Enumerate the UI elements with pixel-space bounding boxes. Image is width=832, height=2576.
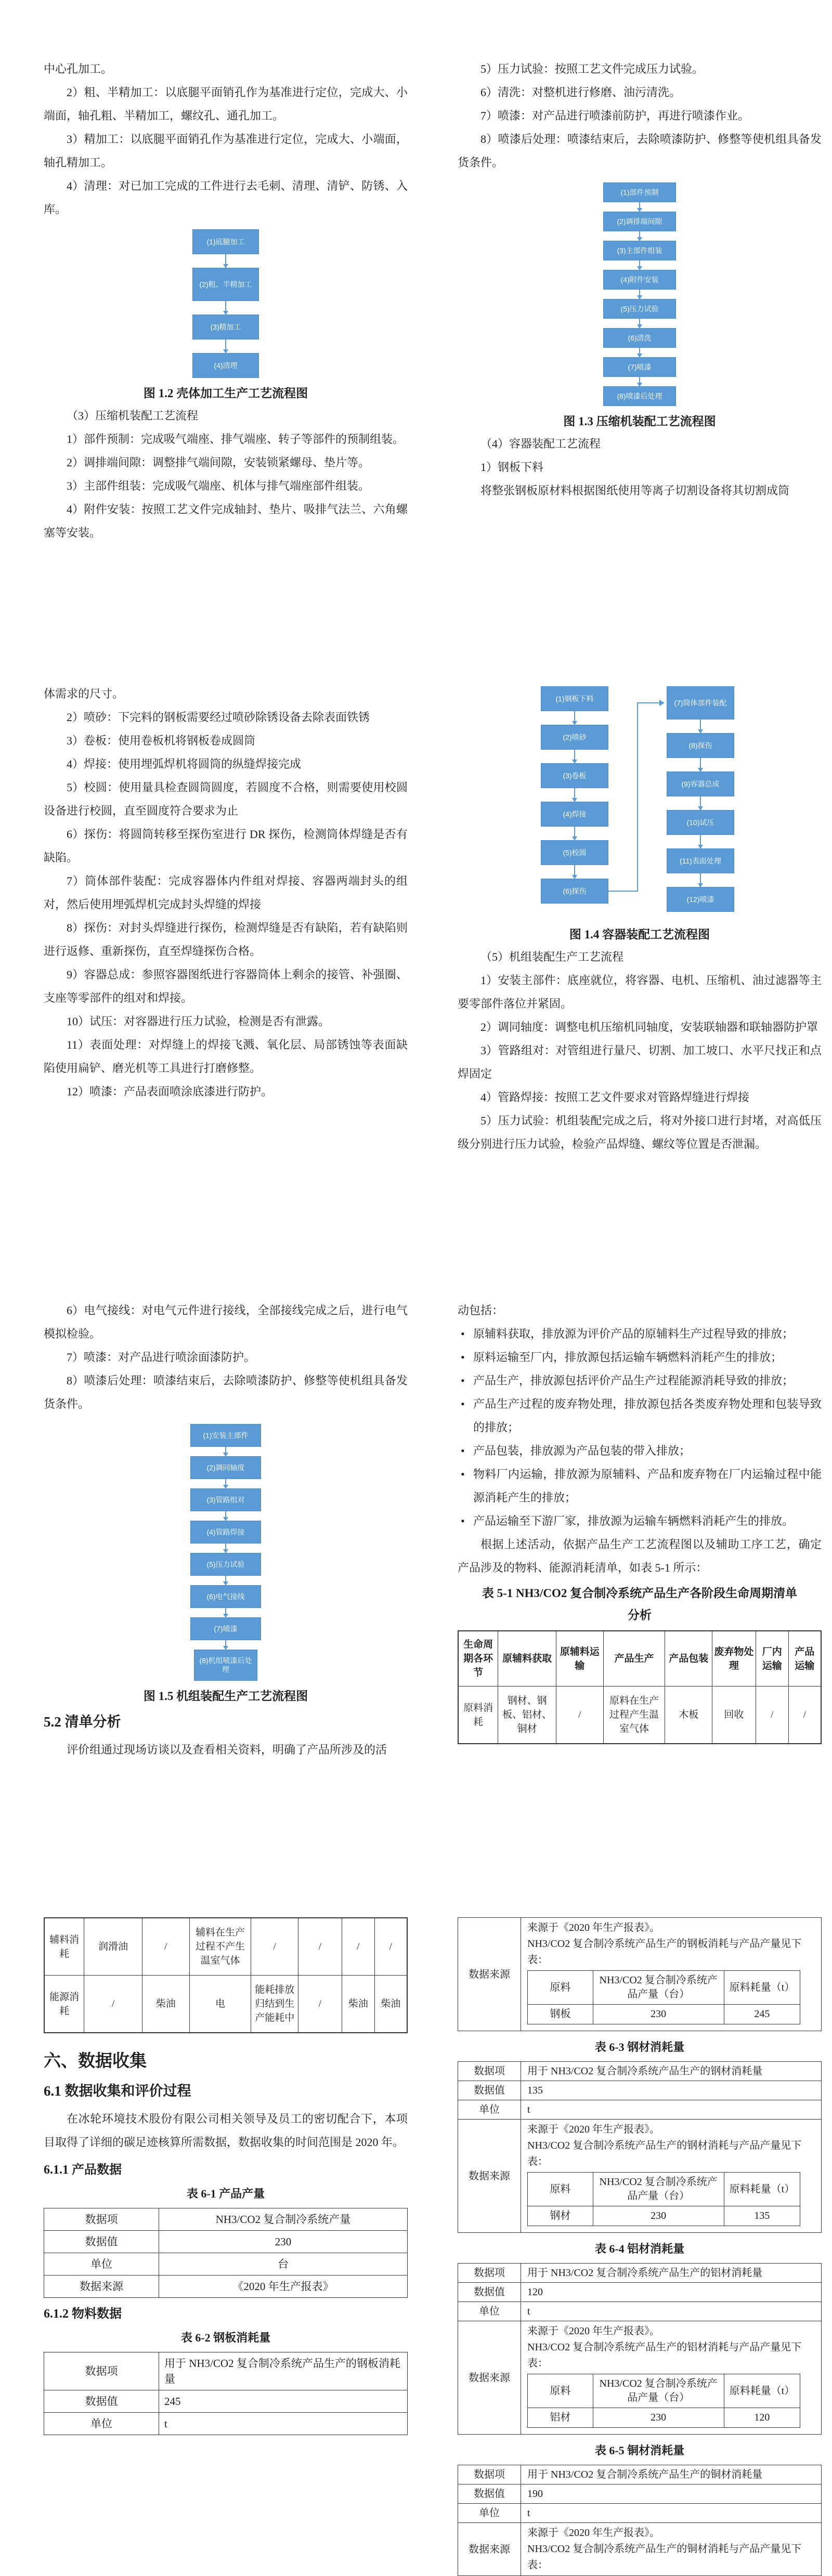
body-paragraph: 5）压力试验：按照工艺文件完成压力试验。 bbox=[480, 62, 704, 75]
nested-material-table bbox=[527, 2374, 800, 2428]
table-cell: / bbox=[142, 1918, 189, 1976]
nested-material-table bbox=[527, 2172, 800, 2226]
flow-step-box: (2)喷砂 bbox=[541, 725, 608, 750]
section-heading-5-2: 5.2 清单分析 bbox=[44, 1714, 121, 1730]
table-cell: 辅料消耗 bbox=[44, 1918, 84, 1976]
body-paragraph: 4）焊接：使用埋弧焊机将圆筒的纵缝焊接完成 bbox=[67, 757, 302, 770]
table-cell: 135 bbox=[521, 2081, 822, 2100]
flow-arrow-down-icon bbox=[700, 873, 701, 887]
table-row bbox=[44, 2276, 408, 2298]
flowchart-left-chain bbox=[541, 686, 608, 904]
flow-step-box: (5)压力试验 bbox=[190, 1553, 261, 1576]
body-paragraph: 4）清理：对已加工完成的工件进行去毛刺、清理、清铲、防锈、入库。 bbox=[44, 179, 408, 216]
table-cell: 辅料在生产过程不产生温室气体 bbox=[189, 1918, 251, 1976]
source-text: NH3/CO2 复合制冷系统产品生产的铝材消耗与产品产量见下表： bbox=[527, 2342, 802, 2369]
flow-arrow-down-icon bbox=[225, 1479, 226, 1488]
row-label: 数据项 bbox=[458, 2062, 521, 2081]
body-paragraph: 7）喷漆：对产品进行喷涂面漆防护。 bbox=[67, 1351, 256, 1364]
source-cell bbox=[521, 1918, 822, 2031]
table-header-cell: 原料 bbox=[528, 2173, 593, 2206]
body-paragraph: 6）电气接线：对电气元件进行接线，全部接线完成之后，进行电气模拟检验。 bbox=[44, 1304, 408, 1340]
table-row bbox=[528, 2374, 800, 2408]
flow-step-box: (1)钢板下料 bbox=[541, 686, 608, 711]
flow-arrow-down-icon bbox=[225, 254, 226, 268]
body-paragraph: 4）管路焊接：按照工艺文件要求对管路焊缝进行焊接 bbox=[480, 1091, 750, 1104]
body-paragraph: 中心孔加工。 bbox=[44, 62, 113, 75]
table-row bbox=[458, 2283, 822, 2302]
body-paragraph: 1）钢板下料 bbox=[480, 461, 544, 474]
bullet-item: • 产品运输至下游厂家，排放源为运输车辆燃料消耗产生的排放。 bbox=[458, 1509, 822, 1533]
table-cell: 润滑油 bbox=[84, 1918, 142, 1976]
table-5-1-caption bbox=[458, 1583, 822, 1626]
table-header-cell: NH3/CO2 复合制冷系统产品产量（台） bbox=[593, 2173, 724, 2206]
table-6-4 bbox=[458, 2263, 822, 2435]
body-paragraph: 体需求的尺寸。 bbox=[44, 687, 124, 700]
body-paragraph: 2）喷砂：下完料的钢板需要经过喷砂除锈设备去除表面铁锈 bbox=[67, 711, 370, 724]
table-cell: 135 bbox=[724, 2206, 800, 2226]
table-cell: / bbox=[84, 1976, 142, 2033]
flow-step-box: (5)压力试验 bbox=[603, 299, 676, 319]
row-label: 数据来源 bbox=[458, 2523, 521, 2576]
flow-step-box: (2)调同轴度 bbox=[190, 1456, 261, 1479]
row-label: 数据值 bbox=[458, 2485, 521, 2504]
flow-step-box: (7)筒体部件装配 bbox=[667, 686, 734, 720]
table-cell: 电 bbox=[189, 1976, 251, 2033]
row-label: 数据来源 bbox=[458, 1918, 521, 2031]
table-header-cell: 原料耗量（t） bbox=[724, 2173, 800, 2206]
table-row bbox=[458, 2485, 822, 2504]
flow-arrow-down-icon bbox=[639, 319, 640, 328]
bullet-item: • 产品包装，排放源为产品包装的带入排放； bbox=[458, 1439, 822, 1462]
table-cell: / bbox=[374, 1918, 407, 1976]
table-cell: / bbox=[298, 1918, 342, 1976]
flow-arrow-down-icon bbox=[225, 1608, 226, 1617]
flow-step-box: (3)卷板 bbox=[541, 763, 608, 788]
page2-right-column bbox=[458, 676, 822, 1156]
row-label: 单位 bbox=[458, 2302, 521, 2321]
flow-step-box: (1)安装主部件 bbox=[190, 1424, 261, 1447]
table-header-cell: 原料 bbox=[528, 1971, 593, 2005]
table-6-2-source-continued bbox=[458, 1917, 822, 2031]
table-cell: 柴油 bbox=[374, 1976, 407, 2033]
flow-step-box: (4)清理 bbox=[192, 353, 259, 378]
table-row bbox=[44, 2231, 408, 2253]
table-row bbox=[44, 2208, 408, 2231]
source-text: NH3/CO2 复合制冷系统产品生产的铜材消耗与产品产量见下表： bbox=[527, 2543, 802, 2571]
body-paragraph: 4）附件安装：按照工艺文件完成轴封、垫片、吸排气法兰、六角螺塞等安装。 bbox=[44, 503, 408, 539]
row-label: 数据值 bbox=[44, 2390, 159, 2413]
page1-left-column bbox=[44, 57, 408, 544]
table-header-cell: 原料耗量（t） bbox=[724, 1971, 800, 2005]
flow-step-box: (11)表面处理 bbox=[667, 848, 734, 873]
source-cell bbox=[521, 2523, 822, 2576]
flow-arrow-down-icon bbox=[574, 865, 575, 879]
table-cell: 能源消耗 bbox=[44, 1976, 84, 2033]
bullet-item: • 产品生产过程的废弃物处理，排放源包括各类废弃物处理和包装导致的排放； bbox=[458, 1392, 822, 1439]
flow-arrow-down-icon bbox=[225, 1576, 226, 1585]
table-6-3-caption: 表 6-3 钢材消耗量 bbox=[594, 2041, 685, 2054]
table-cell: 回收 bbox=[712, 1686, 756, 1744]
table-header-cell: 产品包装 bbox=[665, 1631, 712, 1686]
body-paragraph: 6）清洗：对整机进行修磨、油污清洗。 bbox=[480, 86, 681, 99]
row-label: 数据值 bbox=[458, 2283, 521, 2302]
table-header-cell: 废弃物处理 bbox=[712, 1631, 756, 1686]
row-label: 数据来源 bbox=[458, 2321, 521, 2435]
table-row bbox=[458, 2081, 822, 2100]
figure-caption: 图 1.5 机组装配生产工艺流程图 bbox=[143, 1690, 308, 1703]
table-6-5 bbox=[458, 2465, 822, 2576]
table-header-cell: 原料耗量（t） bbox=[724, 2374, 800, 2408]
flowchart-fig-1-2 bbox=[44, 229, 408, 402]
table-header-cell: NH3/CO2 复合制冷系统产品产量（台） bbox=[593, 1971, 724, 2005]
body-paragraph: 3）卷板：使用卷板机将钢板卷成圆筒 bbox=[67, 734, 256, 747]
table-header-cell: 原辅料获取 bbox=[498, 1631, 556, 1686]
page4-left-column bbox=[44, 1917, 408, 2435]
flow-arrow-down-icon bbox=[639, 348, 640, 357]
table-row bbox=[458, 2523, 822, 2576]
table-header-cell: NH3/CO2 复合制冷系统产品产量（台） bbox=[593, 2374, 724, 2408]
table-header-cell: 生命周期各环节 bbox=[458, 1631, 498, 1686]
source-cell bbox=[521, 2120, 822, 2233]
table-row bbox=[458, 2321, 822, 2435]
body-paragraph: 11）表面处理：对焊缝上的焊接飞溅、氧化层、局部锈蚀等表面缺陷使用扁铲、磨光机等工具进行打磨修整。 bbox=[44, 1038, 408, 1075]
table-cell: 用于 NH3/CO2 复合制冷系统产品生产的铜材消耗量 bbox=[521, 2465, 822, 2485]
source-text: 来源于《2020 年生产报表》。 bbox=[527, 2325, 660, 2337]
section-heading: （3）压缩机装配工艺流程 bbox=[67, 409, 199, 422]
body-paragraph: 1）安装主部件：底座就位，将容器、电机、压缩机、油过滤器等主要零部件落位并紧固。 bbox=[458, 974, 822, 1010]
figure-caption: 图 1.2 壳体加工生产工艺流程图 bbox=[143, 387, 308, 400]
flow-arrow-down-icon bbox=[225, 1511, 226, 1521]
bullet-item: • 产品生产，排放源包括评价产品生产过程能源消耗导致的排放； bbox=[458, 1369, 822, 1392]
flow-step-box: (12)喷漆 bbox=[667, 887, 734, 912]
table-cell: t bbox=[159, 2413, 408, 2435]
table-cell: 230 bbox=[593, 2408, 724, 2428]
body-paragraph: 12）喷漆：产品表面喷涂底漆进行防护。 bbox=[67, 1085, 273, 1098]
table-cell: 230 bbox=[593, 2206, 724, 2226]
section-heading: （4）容器装配工艺流程 bbox=[480, 437, 601, 450]
table-cell: 190 bbox=[521, 2485, 822, 2504]
row-label: 单位 bbox=[458, 2504, 521, 2523]
table-cell: 台 bbox=[159, 2253, 408, 2276]
table-cell: NH3/CO2 复合制冷系统产量 bbox=[159, 2208, 408, 2231]
table-row bbox=[528, 2173, 800, 2206]
flow-arrow-down-icon bbox=[225, 1447, 226, 1456]
body-paragraph: 根据上述活动，依据产品生产工艺流程图以及辅助工序工艺，确定产品涉及的物料、能源消耗清单，如表 5-1 所示： bbox=[458, 1538, 822, 1574]
table-cell: 柴油 bbox=[142, 1976, 189, 2033]
table-cell: 用于 NH3/CO2 复合制冷系统产品生产的钢材消耗量 bbox=[521, 2062, 822, 2081]
table-5-1-caption-line1: 表 5-1 NH3/CO2 复合制冷系统产品生产各阶段生命周期清单 bbox=[482, 1587, 798, 1600]
flow-step-box: (8)喷漆后处理 bbox=[603, 386, 676, 406]
flow-arrow-down-icon bbox=[700, 758, 701, 772]
table-cell: 铝材 bbox=[528, 2408, 593, 2428]
table-6-5-caption: 表 6-5 铜材消耗量 bbox=[594, 2444, 685, 2457]
row-label: 单位 bbox=[44, 2253, 159, 2276]
row-label: 数据来源 bbox=[44, 2276, 159, 2298]
body-paragraph: 5）校圆：使用量具检查圆筒圆度，若圆度不合格，则需要使用校圆设备进行校圆，直至圆度符合要求为止 bbox=[44, 781, 408, 817]
page1-right-column bbox=[458, 57, 822, 502]
row-label: 数据值 bbox=[44, 2231, 159, 2253]
row-label: 数据来源 bbox=[458, 2120, 521, 2233]
table-cell: 钢材 bbox=[528, 2206, 593, 2226]
flow-arrow-down-icon bbox=[574, 750, 575, 763]
body-paragraph: 8）探伤：对封头焊缝进行探伤，检测焊缝是否有缺陷，若有缺陷则进行返修、重新探伤，直至焊缝探伤合格。 bbox=[44, 921, 408, 958]
body-paragraph: 在冰轮环境技术股份有限公司相关领导及员工的密切配合下，本项目取得了详细的碳足迹核算所需数据，数据收集的时间范围是 2020 年。 bbox=[44, 2112, 408, 2149]
table-header-cell: 厂内运输 bbox=[756, 1631, 788, 1686]
flow-arrow-down-icon bbox=[639, 260, 640, 270]
section-heading: （5）机组装配生产工艺流程 bbox=[480, 950, 624, 963]
flow-step-box: (1)部件预制 bbox=[603, 182, 676, 202]
source-text: 来源于《2020 年生产报表》。 bbox=[527, 1922, 660, 1933]
table-row bbox=[528, 2206, 800, 2226]
body-paragraph: 8）喷漆后处理：喷漆结束后，去除喷漆防护、修整等使机组具备发货条件。 bbox=[44, 1374, 408, 1410]
flow-step-box: (4)焊接 bbox=[541, 802, 608, 827]
nested-material-table bbox=[527, 1970, 800, 2024]
table-cell: / bbox=[556, 1686, 603, 1744]
body-paragraph: 7）筒体部件装配：完成容器体内件组对焊接、容器两端封头的组对，然后使用埋弧焊机完成封头焊缝的焊接 bbox=[44, 874, 408, 911]
table-row bbox=[458, 1918, 822, 2031]
flow-arrow-down-icon bbox=[639, 202, 640, 212]
flowchart-fig-1-5 bbox=[44, 1424, 408, 1705]
table-row bbox=[458, 2100, 822, 2120]
table-6-4-caption: 表 6-4 铝材消耗量 bbox=[594, 2242, 685, 2255]
body-paragraph: 动包括： bbox=[458, 1304, 504, 1317]
row-label: 单位 bbox=[458, 2100, 521, 2120]
flow-arrow-down-icon bbox=[700, 720, 701, 733]
table-row bbox=[458, 1686, 821, 1744]
flow-step-box: (2)粗、半精加工 bbox=[192, 268, 259, 301]
flow-step-box: (7)喷漆 bbox=[190, 1617, 261, 1640]
table-6-2 bbox=[44, 2352, 408, 2435]
section-heading-6-1: 6.1 数据收集和评价过程 bbox=[44, 2083, 191, 2099]
page3-right-column bbox=[458, 1299, 822, 1744]
row-label: 数据项 bbox=[44, 2208, 159, 2231]
flow-arrow-down-icon bbox=[574, 711, 575, 725]
flowchart-right-chain bbox=[667, 686, 734, 912]
body-paragraph: 2）调同轴度：调整电机压缩机同轴度，安装联轴器和联轴器防护罩 bbox=[480, 1021, 818, 1034]
body-paragraph: 5）压力试验：机组装配完成之后，将对外接口进行封堵，对高低压级分别进行压力试验，检验产品焊缝、螺纹等位置是否泄漏。 bbox=[458, 1114, 822, 1150]
table-cell: 230 bbox=[159, 2231, 408, 2253]
table-cell: 用于 NH3/CO2 复合制冷系统产品生产的铝材消耗量 bbox=[521, 2264, 822, 2283]
flow-step-box: (9)容器总成 bbox=[667, 772, 734, 796]
table-header-cell: 产品生产 bbox=[603, 1631, 665, 1686]
flow-arrow-down-icon bbox=[574, 827, 575, 840]
table-row bbox=[44, 1976, 407, 2033]
table-row bbox=[458, 2062, 822, 2081]
flow-arrow-down-icon bbox=[574, 788, 575, 802]
flow-step-box: (1)底腿加工 bbox=[192, 229, 259, 254]
table-row bbox=[458, 2504, 822, 2523]
row-label: 数据项 bbox=[458, 2465, 521, 2485]
table-6-2-caption: 表 6-2 钢板消耗量 bbox=[180, 2331, 271, 2344]
flow-arrow-down-icon bbox=[639, 377, 640, 386]
bullet-item: • 原辅料获取，排放源为评价产品的原辅料生产过程导致的排放； bbox=[458, 1322, 822, 1345]
page3-left-column bbox=[44, 1299, 408, 1761]
table-cell: 能耗排放归结到生产能耗中 bbox=[251, 1976, 298, 2033]
flow-arrow-down-icon bbox=[639, 290, 640, 299]
table-cell: 原料在生产过程产生温室气体 bbox=[603, 1686, 665, 1744]
table-cell: 《2020 年生产报表》 bbox=[159, 2276, 408, 2298]
table-cell: 245 bbox=[159, 2390, 408, 2413]
flow-step-box: (6)探伤 bbox=[541, 879, 608, 904]
table-row bbox=[528, 1971, 800, 2005]
flow-arrow-down-icon bbox=[225, 301, 226, 315]
table-header-cell: 原料 bbox=[528, 2374, 593, 2408]
flow-step-box: (3)精加工 bbox=[192, 315, 259, 339]
page4-right-column bbox=[458, 1917, 822, 2576]
table-row bbox=[528, 2408, 800, 2428]
table-cell: 用于 NH3/CO2 复合制冷系统产品生产的钢板消耗量 bbox=[159, 2352, 408, 2390]
table-6-1-caption: 表 6-1 产品产量 bbox=[186, 2187, 265, 2200]
table-6-1 bbox=[44, 2208, 408, 2298]
table-header-cell: 原辅料运输 bbox=[556, 1631, 603, 1686]
source-text: NH3/CO2 复合制冷系统产品生产的钢板消耗与产品产量见下表： bbox=[527, 1938, 802, 1966]
chapter-heading-6: 六、数据收集 bbox=[44, 2052, 147, 2071]
body-paragraph: 10）试压：对容器进行压力试验，检测是否有泄露。 bbox=[67, 1015, 330, 1028]
table-cell: / bbox=[342, 1918, 374, 1976]
flowchart-fig-1-3 bbox=[458, 182, 822, 430]
flow-arrow-down-icon bbox=[225, 339, 226, 353]
table-row bbox=[44, 1918, 407, 1976]
body-paragraph: 3）主部件组装：完成吸气端座、机体与排气端座部件组装。 bbox=[67, 479, 370, 492]
body-paragraph: 2）调排端间隙：调整排气端间隙，安装锁紧螺母、垫片等。 bbox=[67, 456, 370, 469]
table-row bbox=[458, 2264, 822, 2283]
table-row bbox=[458, 2465, 822, 2485]
table-cell: 原料消耗 bbox=[458, 1686, 498, 1744]
table-cell: 230 bbox=[593, 2005, 724, 2024]
source-text: NH3/CO2 复合制冷系统产品生产的钢材消耗与产品产量见下表： bbox=[527, 2140, 802, 2167]
table-cell: 钢材、钢板、铝材、铜材 bbox=[498, 1686, 556, 1744]
flow-step-box: (8)探伤 bbox=[667, 733, 734, 758]
flow-arrow-down-icon bbox=[700, 796, 701, 810]
table-cell: 245 bbox=[724, 2005, 800, 2024]
body-paragraph: 7）喷漆：对产品进行喷漆前防护，再进行喷漆作业。 bbox=[480, 109, 750, 122]
table-row bbox=[528, 2005, 800, 2024]
table-row bbox=[44, 2253, 408, 2276]
flow-step-box: (7)喷漆 bbox=[603, 357, 676, 377]
figure-caption: 图 1.3 压缩机装配工艺流程图 bbox=[563, 415, 716, 428]
figure-caption: 图 1.4 容器装配工艺流程图 bbox=[569, 928, 710, 941]
flow-arrow-down-icon bbox=[225, 1640, 226, 1650]
source-text: 来源于《2020 年生产报表》。 bbox=[527, 2527, 660, 2539]
table-cell: / bbox=[251, 1918, 298, 1976]
table-5-1 bbox=[458, 1630, 822, 1744]
table-cell: / bbox=[788, 1686, 821, 1744]
body-paragraph: 将整张钢板原材料根据图纸使用等离子切割设备将其切割成筒 bbox=[480, 484, 790, 497]
flow-step-box: (5)校圆 bbox=[541, 840, 608, 865]
row-label: 数据值 bbox=[458, 2081, 521, 2100]
body-paragraph: 1）部件预制：完成吸气端座、排气端座、转子等部件的预制组装。 bbox=[67, 433, 405, 446]
table-cell: t bbox=[521, 2100, 822, 2120]
body-paragraph: 8）喷漆后处理：喷漆结束后，去除喷漆防护、修整等使机组具备发货条件。 bbox=[458, 133, 822, 169]
body-paragraph: 9）容器总成：参照容器图纸进行容器筒体上剩余的接管、补强圈、支座等零部件的组对和焊接。 bbox=[44, 968, 408, 1004]
table-header-cell: 产品运输 bbox=[788, 1631, 821, 1686]
body-paragraph: 2）粗、半精加工：以底腿平面销孔作为基准进行定位，完成大、小端面，轴孔粗、半精加工，螺纹孔、通孔加工。 bbox=[44, 86, 408, 122]
table-cell: / bbox=[756, 1686, 788, 1744]
table-cell: 钢板 bbox=[528, 2005, 593, 2024]
table-row bbox=[458, 2120, 822, 2233]
flow-step-box: (3)管路组对 bbox=[190, 1488, 261, 1511]
flowchart-fig-1-4 bbox=[458, 684, 822, 943]
flow-step-box: (8)机组喷漆后处理 bbox=[194, 1650, 257, 1681]
table-5-1-continued bbox=[44, 1917, 408, 2033]
body-paragraph: 评价组通过现场访谈以及查看相关资料，明确了产品所涉及的活 bbox=[67, 1743, 387, 1756]
table-cell: t bbox=[521, 2302, 822, 2321]
section-heading-6-1-2: 6.1.2 物料数据 bbox=[44, 2307, 122, 2321]
body-paragraph: 6）探伤：将圆筒转移至探伤室进行 DR 探伤，检测筒体焊缝是否有缺陷。 bbox=[44, 828, 408, 864]
flow-step-box: (10)试压 bbox=[667, 810, 734, 835]
flow-arrow-down-icon bbox=[700, 835, 701, 848]
body-paragraph: 3）精加工：以底腿平面销孔作为基准进行定位，完成大、小端面，轴孔精加工。 bbox=[44, 133, 408, 169]
flow-step-box: (6)清洗 bbox=[603, 328, 676, 348]
table-cell: 120 bbox=[521, 2283, 822, 2302]
row-label: 数据项 bbox=[44, 2352, 159, 2390]
page2-left-column bbox=[44, 682, 408, 1103]
table-row bbox=[44, 2413, 408, 2435]
table-row bbox=[458, 1631, 821, 1686]
flow-step-box: (6)电气接线 bbox=[190, 1585, 261, 1608]
table-row bbox=[458, 2302, 822, 2321]
bullet-item: • 原料运输至厂内，排放源包括运输车辆燃料消耗产生的排放； bbox=[458, 1345, 822, 1369]
table-5-1-caption-line2: 分析 bbox=[628, 1609, 652, 1622]
flow-step-box: (4)附件安装 bbox=[603, 270, 676, 290]
table-cell: t bbox=[521, 2504, 822, 2523]
bullet-item: • 物料厂内运输，排放源为原辅料、产品和废弃物在厂内运输过程中能源消耗产生的排放； bbox=[458, 1462, 822, 1509]
table-cell: / bbox=[298, 1976, 342, 2033]
source-text: 来源于《2020 年生产报表》。 bbox=[527, 2124, 660, 2135]
table-row bbox=[44, 2390, 408, 2413]
table-cell: 120 bbox=[724, 2408, 800, 2428]
table-row bbox=[44, 2352, 408, 2390]
table-6-3 bbox=[458, 2061, 822, 2233]
source-cell bbox=[521, 2321, 822, 2435]
flowchart-fig-1-4-canvas bbox=[525, 686, 754, 919]
flow-arrow-down-icon bbox=[225, 1544, 226, 1553]
flow-step-box: (3)主部件组装 bbox=[603, 241, 676, 260]
section-heading-6-1-1: 6.1.1 产品数据 bbox=[44, 2163, 122, 2177]
row-label: 单位 bbox=[44, 2413, 159, 2435]
table-cell: 木板 bbox=[665, 1686, 712, 1744]
row-label: 数据项 bbox=[458, 2264, 521, 2283]
flow-step-box: (2)调排端间隙 bbox=[603, 212, 676, 231]
body-paragraph: 3）管路组对：对管组进行量尺、切割、加工坡口、水平尺找正和点焊固定 bbox=[458, 1044, 822, 1080]
table-cell: 柴油 bbox=[342, 1976, 374, 2033]
flow-step-box: (4)管路焊接 bbox=[190, 1521, 261, 1544]
flow-arrow-down-icon bbox=[639, 231, 640, 241]
